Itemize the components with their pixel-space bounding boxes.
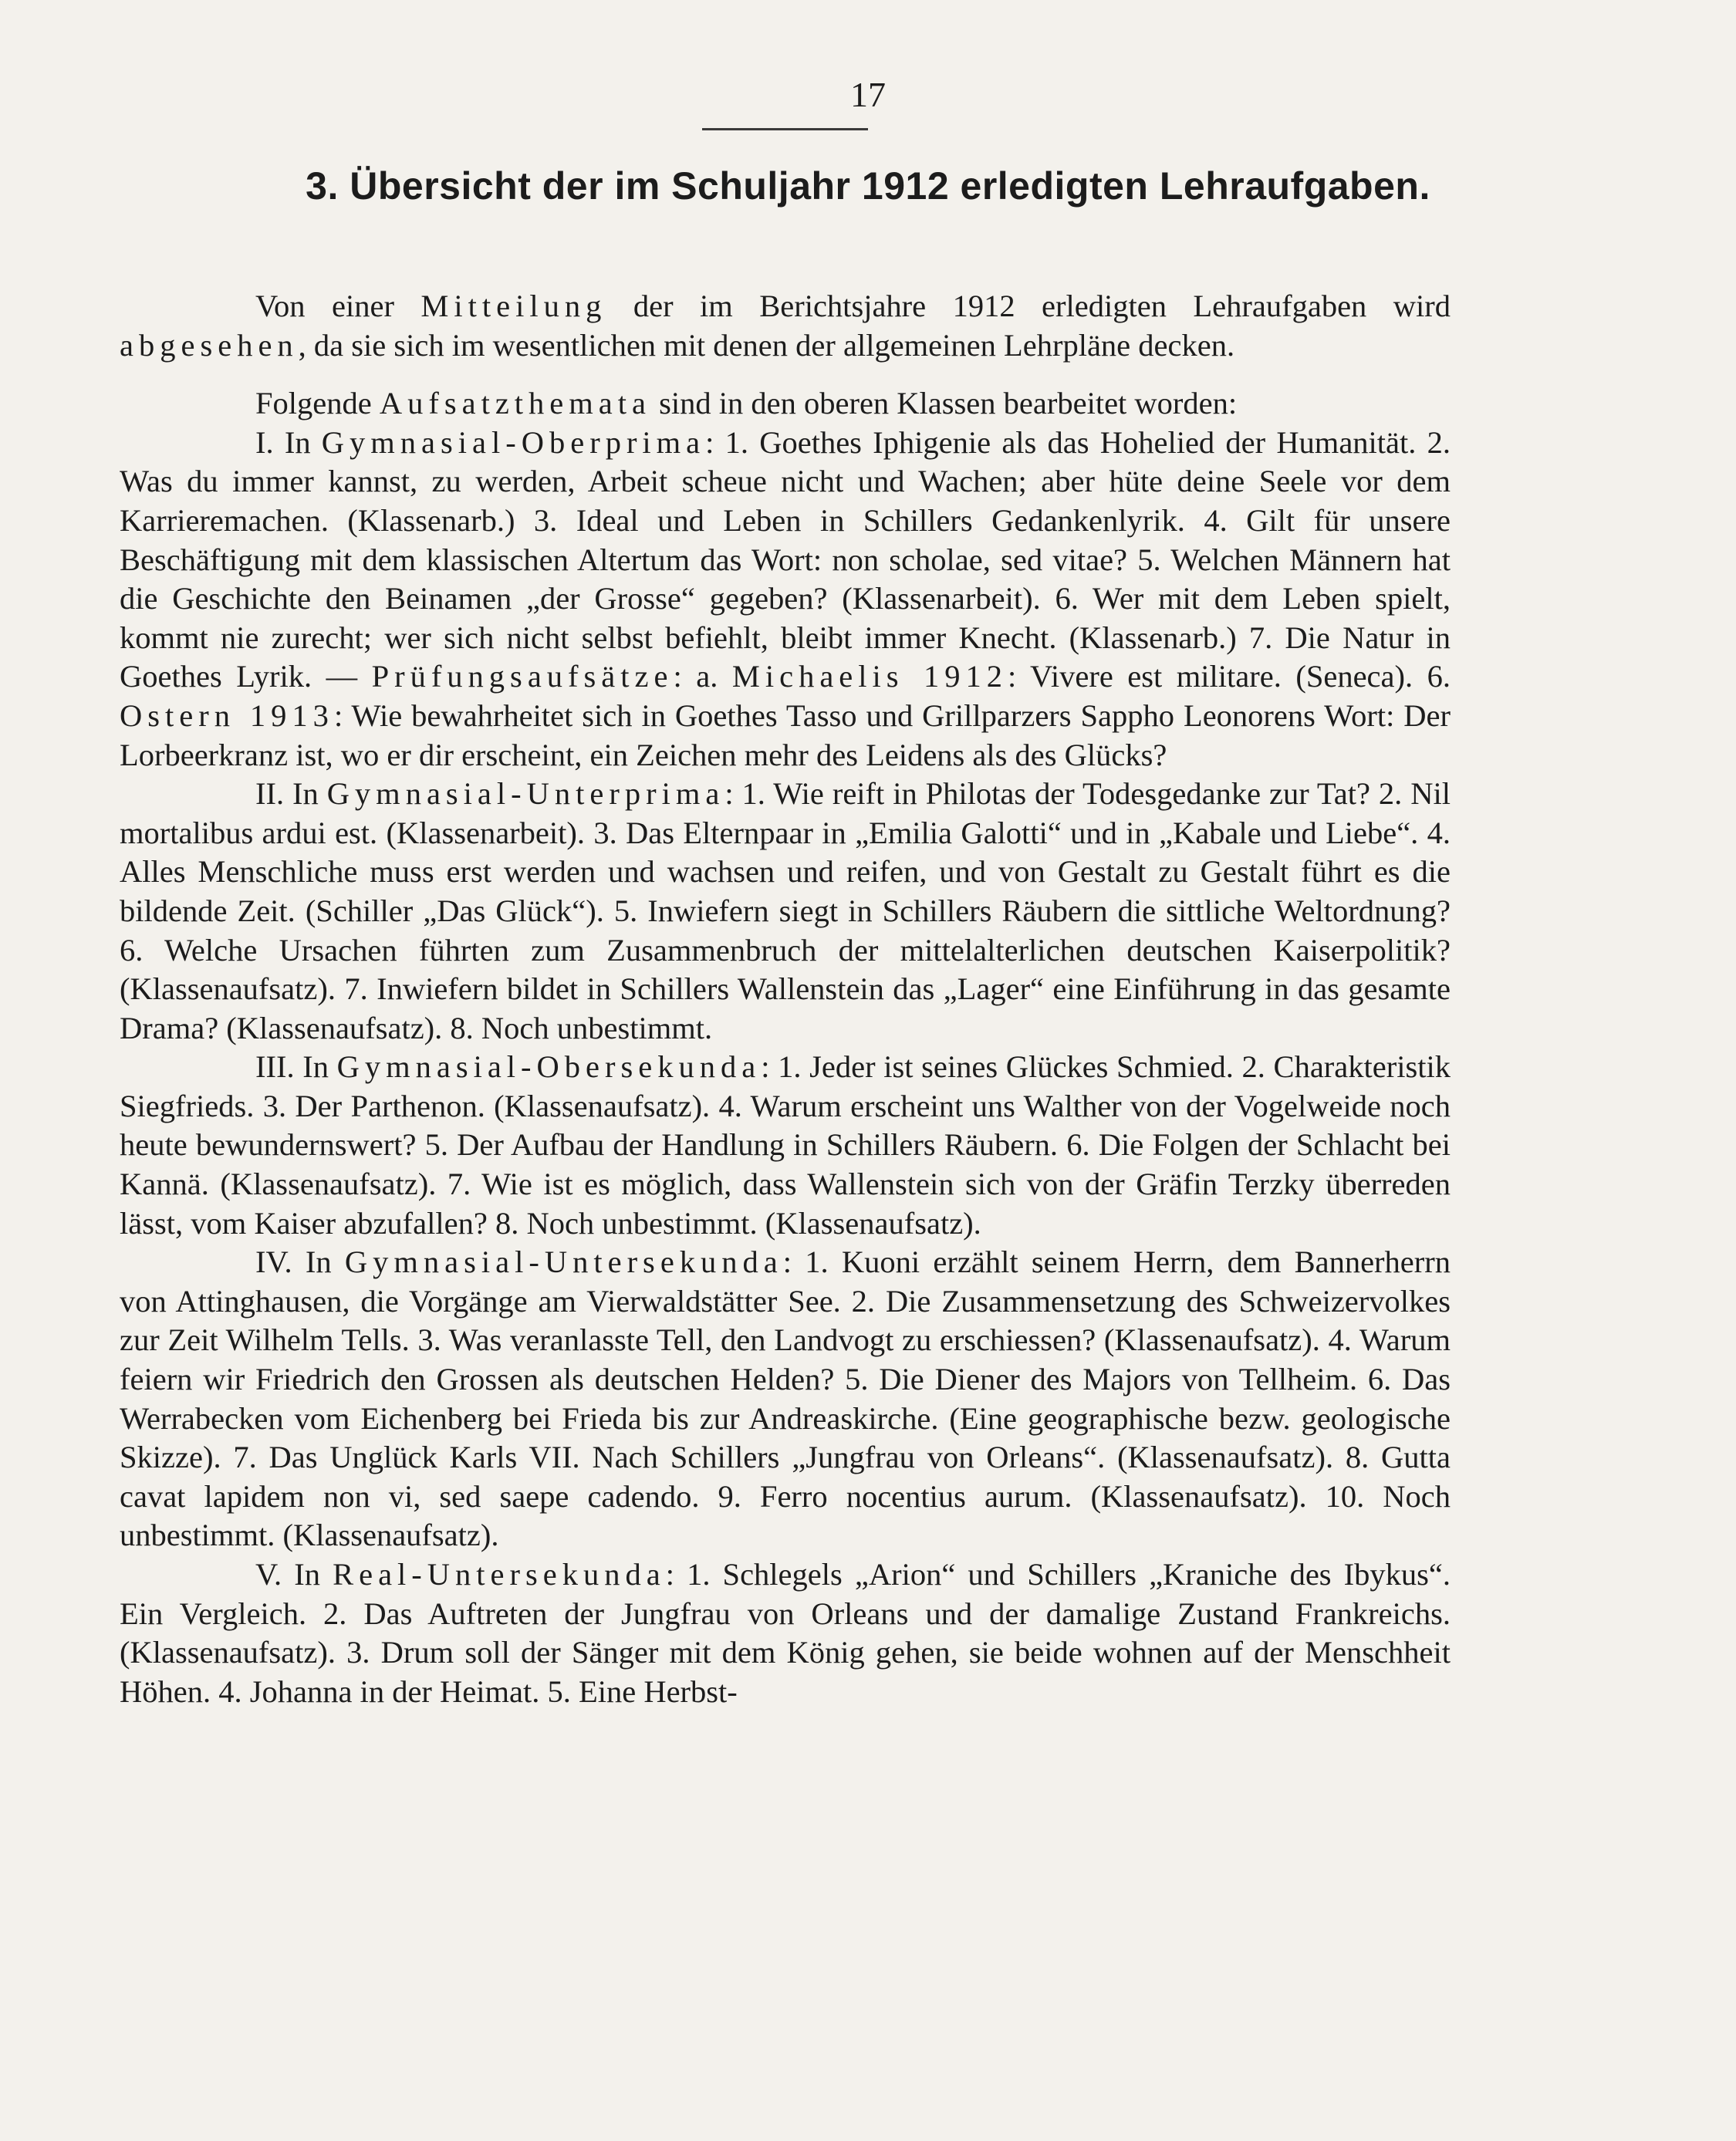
section-obersekunda: III. In Gymnasial-Obersekunda: 1. Jeder ist seines Glückes Schmied. 2. Charakteristik Siegfrieds. 3. Der Parthenon. (Klassenaufsatz). 4. Warum erscheint uns Walther von der Vogelweide noch heute bewundernswert? 5. Der Aufbau der Handlung in Schillers Räubern. 6. Die Folgen der Schlacht bei Kannä. (Klassenaufsatz). 7. Wie ist es möglich, dass Wallenstein sich von der Gräfin Terzky überreden lässt, vom Kaiser abzufallen? 8. Noch unbestimmt. (Klassenaufsatz). xyxy=(120,1049,1451,1241)
spaced-term: Ostern 1913 xyxy=(120,697,334,733)
page-number: 17 xyxy=(850,75,886,114)
spaced-term: Mitteilung xyxy=(420,289,607,323)
paragraph-themes-intro: Folgende Aufsatzthemata sind in den oberen Klassen bearbeitet worden: xyxy=(255,386,1238,421)
section-real-untersekunda: V. In Real-Untersekunda: 1. Schlegels „Arion“ und Schillers „Kraniche des Ibykus“. Ein Vergleich. 2. Das Auftreten der Jungfrau von Orleans und der damalige Zustand Frankreichs. (Klassenaufsatz). 3. Drum soll der Sänger mit dem König gehen, sie beide wohnen auf der Menschheit Höhen. 4. Johanna in der Heimat. 5. Eine Herbst- xyxy=(120,1557,1451,1709)
section-unterprima: II. In Gymnasial-Unterprima: 1. Wie reift in Philotas der Todesgedanke zur Tat? 2. Nil mortalibus ardui est. (Klassenarbeit). 3. Das Elternpaar in „Emilia Galotti“ und in „Kabale und Liebe“. 4. Alles Menschliche muss erst werden und wachsen und reifen, und von Gestalt zu Gestalt führt es die bildende Zeit. (Schiller „Das Glück“). 5. Inwiefern siegt in Schillers Räubern die sittliche Weltordnung? 6. Welche Ursachen führten zum Zusammenbruch der mittelalterlichen deutschen Kaiserpolitik? (Klassenaufsatz). 7. Inwiefern bildet in Schillers Wallenstein das „Lager“ eine Einführung in das gesamte Drama? (Klassenaufsatz). 8. Noch unbestimmt. xyxy=(120,776,1451,1045)
section-title: 3. Übersicht der im Schuljahr 1912 erledigten Lehraufgaben. xyxy=(306,164,1430,208)
spaced-term: abgesehen xyxy=(120,327,299,363)
section-oberprima: I. In Gymnasial-Oberprima: 1. Goethes Iphigenie als das Hohelied der Humanität. 2. Was du immer kannst, zu werden, Arbeit scheue nicht und Wachen; aber hüte deine Seele vor dem Karrieremachen. (Klassenarb.) 3. Ideal und Leben in Schillers Gedankenlyrik. 4. Gilt für unsere Beschäftigung mit dem klassischen Altertum das Wort: non scholae, sed vitae? 5. Welchen Männern hat die Geschichte den Beinamen „der Grosse“ gegeben? (Klassenarbeit). 6. Wer mit dem Leben spielt, kommt nie zurecht; wer sich nicht selbst befiehlt, bleibt immer Knecht. (Klassenarb.) 7. Die Natur in Goethes Lyrik. — Prüfungsaufsätze: a. Michaelis 1912: Vivere est militare. (Seneca). 6. Ostern 1913: Wie bewahrheitet sich in Goethes Tasso und Grillparzers Sappho Leonorens Wort: Der Lorbeerkranz ist, wo er dir erscheint, ein Zeichen mehr des Leidens als des Glücks? xyxy=(120,424,1451,772)
spaced-term: Prüfungsaufsätze xyxy=(371,659,674,694)
page-number-rule xyxy=(702,128,868,130)
class-name: Gymnasial-Oberprima xyxy=(321,424,706,460)
body-text xyxy=(120,287,1451,1711)
class-name: Gymnasial-Obersekunda xyxy=(336,1049,762,1085)
class-name: Gymnasial-Unterprima xyxy=(326,776,725,812)
paragraph-intro: Von einer Mitteilung der im Berichtsjahre 1912 erledigten Lehraufgaben wird abgesehen, da sie sich im wesentlichen mit denen der allgemeinen Lehrpläne decken. xyxy=(120,289,1451,363)
spaced-term: Michaelis 1912 xyxy=(731,659,1008,694)
class-name: Real-Untersekunda xyxy=(333,1557,666,1592)
section-untersekunda: IV. In Gymnasial-Untersekunda: 1. Kuoni erzählt seinem Herrn, dem Bannerherrn von Attinghausen, die Vorgänge am Vierwaldstätter See. 2. Die Zusammensetzung des Schweizervolkes zur Zeit Wilhelm Tells. 3. Was veranlasste Tell, den Landvogt zu erschiessen? (Klassenaufsatz). 4. Warum feiern wir Friedrich den Grossen als deutschen Helden? 5. Die Diener des Majors von Tellheim. 6. Das Werrabecken vom Eichenberg bei Frieda bis zur Andreaskirche. (Eine geographische bezw. geologische Skizze). 7. Das Unglück Karls VII. Nach Schillers „Jungfrau von Orleans“. (Klassenaufsatz). 8. Gutta cavat lapidem non vi, sed saepe cadendo. 9. Ferro nocentius aurum. (Klassenaufsatz). 10. Noch unbestimmt. (Klassenaufsatz). xyxy=(120,1244,1451,1553)
spaced-term: Aufsatzthemata xyxy=(379,386,651,421)
class-name: Gymnasial-Untersekunda xyxy=(344,1244,783,1280)
